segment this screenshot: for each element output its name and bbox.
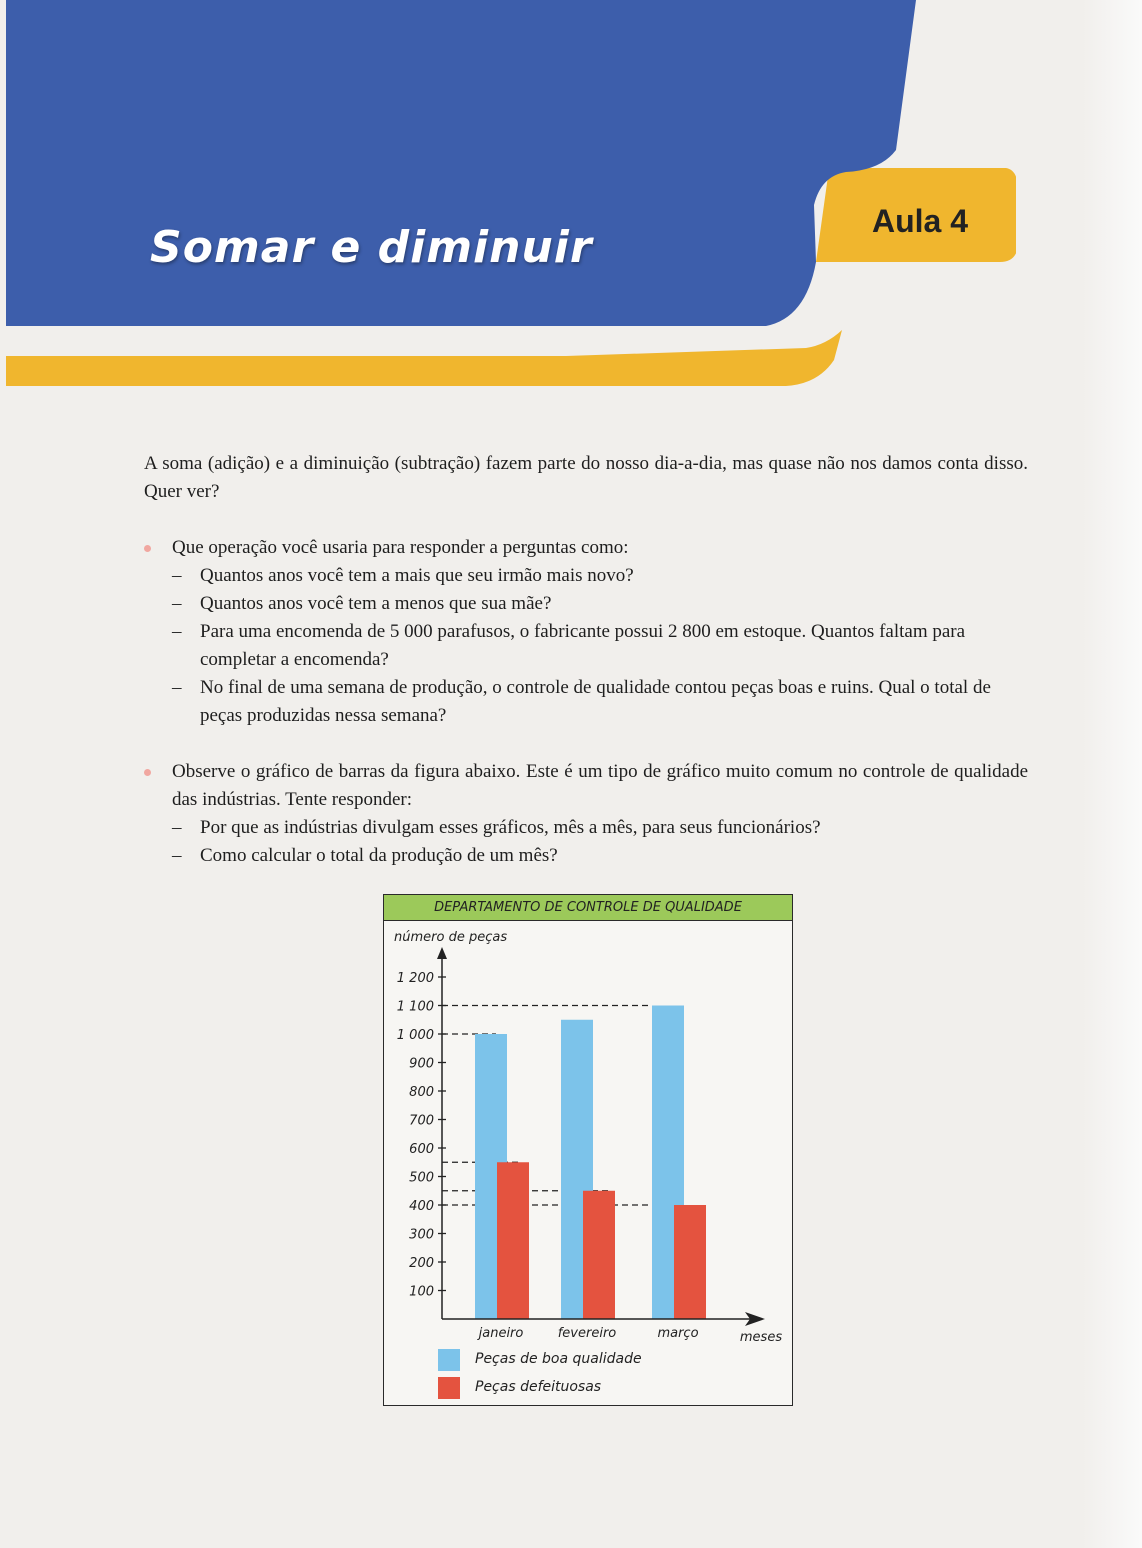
dash-icon: – <box>172 565 182 586</box>
list-item <box>172 674 1028 730</box>
list-item-text: No final de uma semana de produção, o controle de qualidade contou peças boas e ruins. Qual o total de peças produzidas nessa semana? <box>200 677 991 726</box>
legend-label-good: Peças de boa qualidade <box>475 1351 642 1367</box>
list-item <box>172 562 1028 590</box>
legend-label-defective: Peças defeituosas <box>475 1379 602 1395</box>
y-tick-label: 1 000 <box>396 1028 434 1043</box>
chart-title: DEPARTAMENTO DE CONTROLE DE QUALIDADE <box>384 895 792 921</box>
lesson-number-tag: Aula 4 <box>872 203 969 239</box>
question-list <box>172 814 1028 870</box>
y-tick-label: 300 <box>409 1227 434 1243</box>
bullet-dot-icon <box>144 545 151 552</box>
quality-bar-chart <box>383 894 793 1406</box>
y-tick-label: 1 200 <box>396 971 434 986</box>
question-list <box>172 562 1028 730</box>
list-item <box>172 814 1028 842</box>
banner-yellow-stripe <box>6 330 842 386</box>
dash-icon: – <box>172 817 182 838</box>
lesson-content <box>144 450 1028 870</box>
bullet-dot-icon <box>144 769 151 776</box>
list-item-text: Quantos anos você tem a mais que seu irmão mais novo? <box>200 565 634 586</box>
dash-icon: – <box>172 845 182 866</box>
list-item-text: Por que as indústrias divulgam esses gráficos, mês a mês, para seus funcionários? <box>200 817 821 838</box>
bullet-text: Que operação você usaria para responder a perguntas como: <box>172 537 629 558</box>
list-item <box>172 590 1028 618</box>
bar-defective-fevereiro <box>583 1191 615 1319</box>
chart-plot <box>384 895 792 1355</box>
y-axis-label: número de peças <box>394 930 508 945</box>
y-tick-label: 600 <box>409 1142 434 1157</box>
x-tick-label: março <box>657 1326 699 1341</box>
y-axis-arrow-icon <box>437 947 447 959</box>
intro-paragraph: A soma (adição) e a diminuição (subtração) fazem parte do nosso dia-a-dia, mas quase não nos damos conta disso. Quer ver? <box>144 453 1028 502</box>
legend-swatch-defective <box>438 1377 460 1399</box>
banner-blue-shape <box>6 0 916 326</box>
list-item <box>172 618 1028 674</box>
list-item <box>172 842 1028 870</box>
y-tick-label: 700 <box>409 1113 434 1129</box>
y-tick-label: 800 <box>409 1085 434 1100</box>
lesson-header-banner <box>6 0 1016 400</box>
bullet-text: Observe o gráfico de barras da figura abaixo. Este é um tipo de gráfico muito comum no controle de qualidade das indústrias. Tente responder: <box>172 761 1028 810</box>
y-tick-label: 1 100 <box>396 999 434 1015</box>
list-item-text: Para uma encomenda de 5 000 parafusos, o fabricante possui 2 800 em estoque. Quantos faltam para completar a encomenda? <box>200 621 966 670</box>
y-tick-label: 100 <box>409 1284 434 1300</box>
y-tick-label: 500 <box>409 1170 434 1186</box>
bar-defective-janeiro <box>497 1162 529 1319</box>
dash-icon: – <box>172 621 182 642</box>
x-axis-label: meses <box>739 1330 783 1345</box>
list-item-text: Quantos anos você tem a menos que sua mãe? <box>200 593 552 614</box>
dash-icon: – <box>172 677 182 698</box>
x-tick-label: fevereiro <box>557 1326 617 1341</box>
legend-swatch-good <box>438 1349 460 1371</box>
lesson-title: Somar e diminuir <box>150 222 593 273</box>
x-tick-label: janeiro <box>478 1326 524 1341</box>
list-item-text: Como calcular o total da produção de um mês? <box>200 845 558 866</box>
y-tick-label: 400 <box>409 1199 434 1214</box>
bullet-block-1 <box>144 534 1028 730</box>
dash-icon: – <box>172 593 182 614</box>
y-tick-label: 900 <box>409 1056 434 1072</box>
page-edge-shade <box>1082 0 1142 1548</box>
banner-shapes <box>6 0 1016 400</box>
y-tick-label: 200 <box>409 1256 434 1271</box>
bar-defective-março <box>674 1205 706 1319</box>
bullet-block-2 <box>144 758 1028 870</box>
